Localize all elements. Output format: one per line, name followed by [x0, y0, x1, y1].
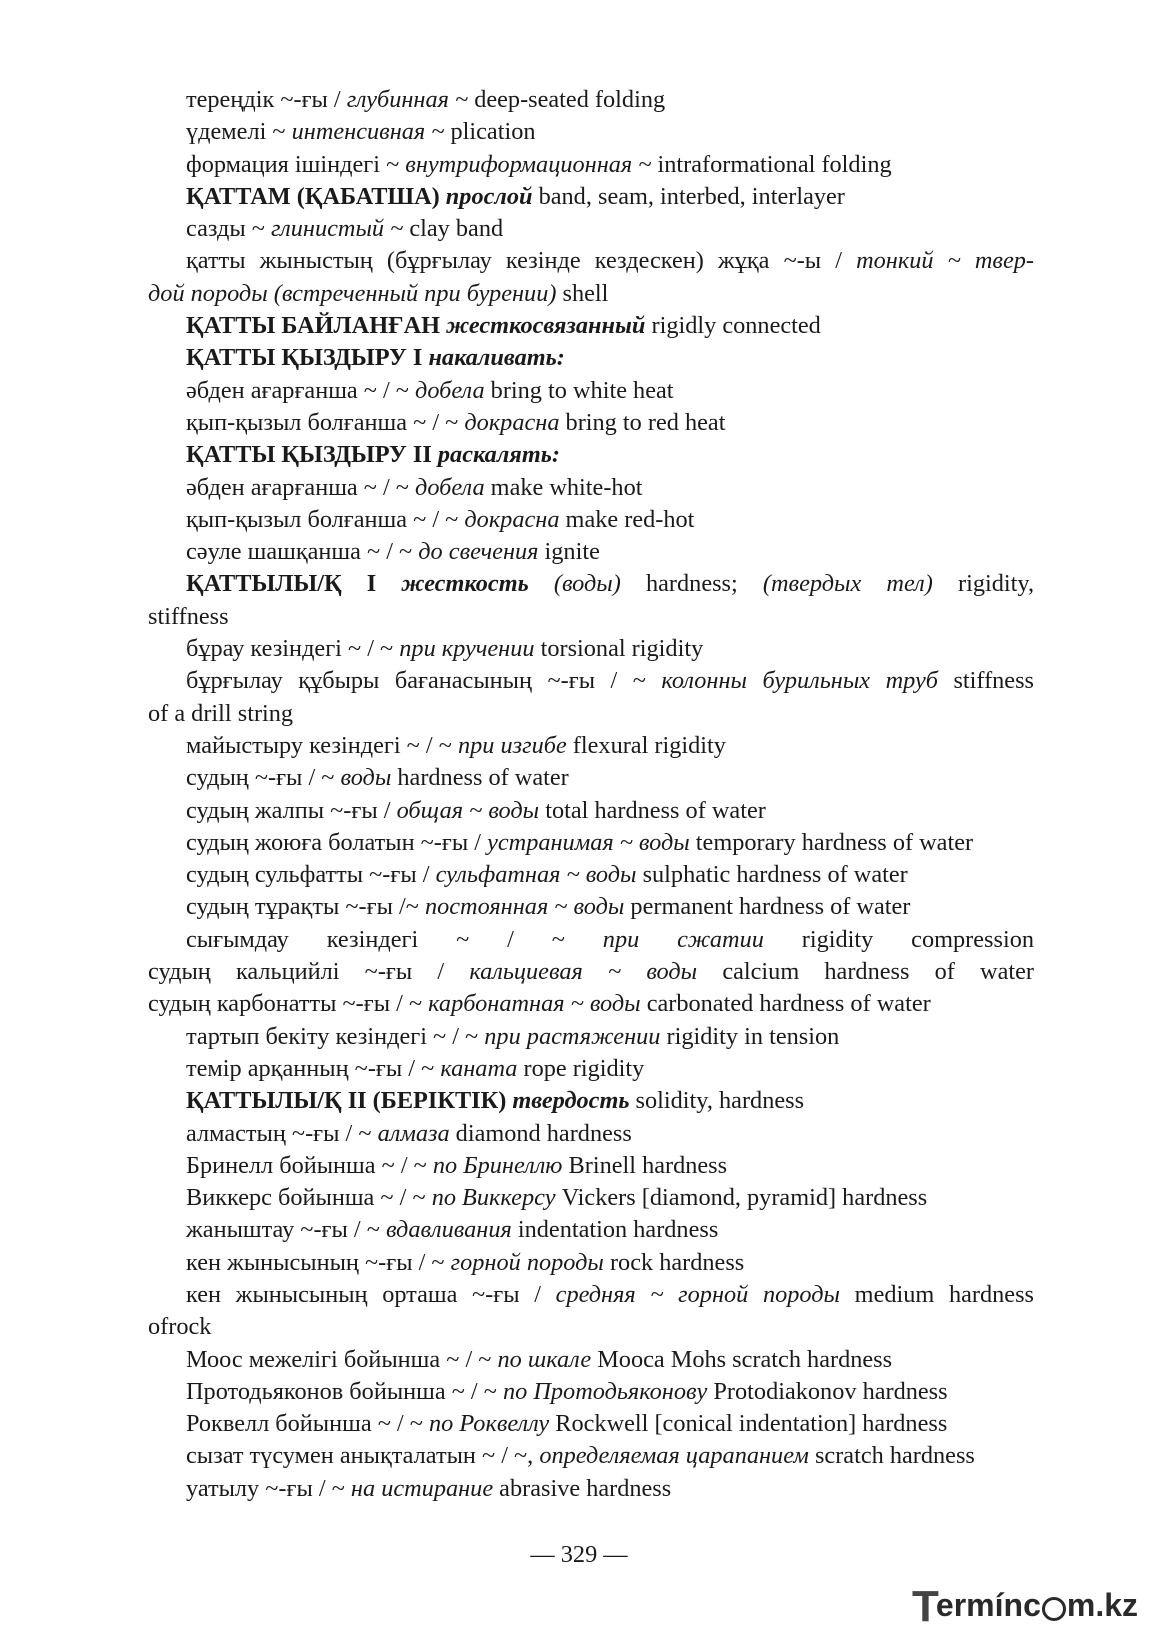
text-segment: на истирание — [350, 1474, 494, 1502]
text-segment: накаливать: — [428, 344, 565, 372]
text-segment: по Бринеллю — [432, 1151, 563, 1179]
text-segment: жаныштау ~-ғы / ~ — [186, 1216, 386, 1244]
text-segment: permanent hardness of water — [624, 893, 911, 921]
dictionary-line — [148, 1053, 1034, 1085]
logo-ring-icon — [1042, 1597, 1066, 1621]
termincom-logo — [912, 1582, 1138, 1631]
text-segment: ҚАТТЫ ҚЫЗДЫРУ І — [186, 344, 429, 372]
text-segment: rigidity, — [932, 570, 1035, 598]
text-segment: rigidly connected — [645, 312, 821, 340]
dictionary-line — [148, 1408, 1034, 1440]
text-segment: темір арқанның ~-ғы / ~ — [186, 1054, 441, 1082]
text-segment: bring to white heat — [484, 376, 674, 404]
dictionary-line — [148, 568, 1034, 600]
logo-text-after: m.kz — [1066, 1586, 1138, 1623]
text-segment: Brinell hardness — [562, 1151, 728, 1179]
text-segment: сәуле шашқанша ~ / ~ — [186, 538, 419, 566]
text-segment: докрасна — [464, 505, 560, 533]
text-segment: горной породы — [450, 1248, 604, 1276]
text-segment: сызат түсумен анықталатын ~ / ~, — [186, 1442, 540, 1470]
text-segment: алмаза — [377, 1119, 450, 1147]
text-segment: кальциевая ~ воды — [469, 958, 698, 986]
text-segment: при кручении — [399, 635, 535, 663]
text-segment: воды — [340, 764, 392, 792]
text-segment: судың тұрақты ~-ғы /~ — [186, 893, 425, 921]
text-segment: средняя ~ горной породы — [555, 1280, 840, 1308]
text-segment: Бринелл бойынша ~ / ~ — [186, 1151, 433, 1179]
dictionary-line — [148, 891, 1034, 923]
text-segment: майыстыру кезіндегі ~ / ~ — [186, 731, 458, 759]
dictionary-line — [148, 536, 1034, 568]
text-segment: plication — [444, 118, 536, 146]
text-segment: Протодьяконов бойынша ~ / ~ — [186, 1377, 503, 1405]
text-segment: torsional rigidity — [534, 635, 704, 663]
text-segment: shell — [556, 279, 609, 307]
text-segment: глубинная ~ — [346, 86, 469, 113]
text-segment: rock hardness — [603, 1248, 745, 1276]
dictionary-line — [148, 795, 1034, 827]
dictionary-line — [148, 698, 1034, 730]
text-segment: судың сульфатты ~-ғы / — [186, 861, 436, 889]
dictionary-line — [148, 956, 1034, 988]
dictionary-line — [148, 859, 1034, 891]
text-segment: кен жынысының ~-ғы / ~ — [186, 1248, 451, 1276]
text-segment: алмастың ~-ғы / ~ — [186, 1119, 378, 1147]
dictionary-line — [148, 827, 1034, 859]
text-segment: diamond hardness — [449, 1119, 632, 1147]
text-segment: уатылу ~-ғы / ~ — [186, 1474, 351, 1502]
dictionary-line — [148, 1182, 1034, 1214]
text-segment: судың карбонатты ~-ғы / ~ — [148, 990, 429, 1018]
text-segment: тартып бекіту кезіндегі ~ / ~ — [186, 1022, 485, 1050]
text-segment: solidity, hardness — [629, 1087, 805, 1115]
dictionary-line — [148, 278, 1034, 310]
text-segment: әбден ағарғанша ~ / ~ — [186, 473, 416, 501]
dictionary-line — [148, 310, 1034, 342]
text-segment: (воды) — [553, 570, 621, 598]
text-segment: судың кальцийлі ~-ғы / — [148, 958, 470, 986]
text-segment: clay band — [403, 215, 504, 243]
text-segment: band, seam, interbed, interlayer — [532, 182, 845, 210]
text-segment: по Роквеллу — [428, 1410, 550, 1438]
dictionary-line — [148, 1279, 1034, 1311]
text-segment: по Виккерсу — [431, 1184, 556, 1212]
dictionary-line — [148, 633, 1034, 665]
dictionary-line — [148, 1440, 1034, 1472]
text-segment: докрасна — [464, 408, 560, 436]
text-segment: при растяжении — [484, 1022, 661, 1050]
text-segment: Rockwell [conical indentation] hardness — [549, 1410, 948, 1438]
text-segment: сульфатная ~ воды — [435, 861, 637, 889]
text-segment: stiffness — [148, 602, 229, 630]
text-segment: внутриформационная ~ — [405, 150, 652, 178]
text-segment: каната — [440, 1054, 518, 1082]
text-segment: of a drill string — [148, 699, 294, 727]
text-segment: flexural rigidity — [566, 731, 726, 759]
dictionary-line — [148, 924, 1034, 956]
text-segment: bring to red heat — [559, 408, 726, 436]
text-segment: deep-seated folding — [468, 86, 666, 113]
text-segment: формация ішіндегі ~ — [186, 150, 406, 178]
text-segment: раскалять: — [437, 441, 560, 469]
text-segment: по Протодьяконову — [502, 1377, 708, 1405]
text-segment: әбден ағарғанша ~ / ~ — [186, 376, 416, 404]
text-segment: ҚАТТЫЛЫ/Қ ІІ (БЕРІКТІК) — [186, 1087, 513, 1115]
text-segment: temporary hardness of water — [689, 828, 974, 856]
text-segment: hardness of water — [391, 764, 569, 792]
text-segment: calcium hardness of water — [697, 958, 1034, 986]
text-segment: ignite — [538, 538, 600, 566]
text-segment: вдавливания — [385, 1216, 512, 1244]
text-segment: қатты жыныстың (бұрғылау кезінде кездескен) жұқа ~-ы / — [186, 247, 857, 275]
text-segment: тонкий ~ твер- — [856, 247, 1035, 275]
text-segment: жесткость — [401, 570, 529, 598]
logo-letter-t: T — [912, 1582, 939, 1631]
text-segment: жесткосвязанный — [446, 312, 646, 340]
dictionary-line — [148, 1344, 1034, 1376]
text-segment: глинистый ~ — [271, 215, 404, 243]
text-segment — [529, 570, 554, 597]
text-segment: rope rigidity — [517, 1054, 645, 1082]
text-segment: бұрау кезіндегі ~ / ~ — [186, 635, 400, 663]
text-segment: добела — [415, 376, 485, 404]
text-segment: добела — [415, 473, 485, 501]
dictionary-line — [148, 1085, 1034, 1117]
dictionary-line — [148, 762, 1034, 794]
dictionary-page-body — [148, 84, 1034, 1505]
dictionary-line — [148, 601, 1034, 633]
text-segment: total hardness of water — [539, 796, 766, 824]
text-segment: abrasive hardness — [493, 1474, 672, 1502]
text-segment: ofrock — [148, 1313, 212, 1341]
text-segment: сығымдау кезіндегі ~ / ~ — [186, 925, 603, 953]
dictionary-line — [148, 84, 1034, 116]
dictionary-line — [148, 407, 1034, 439]
dictionary-line — [148, 730, 1034, 762]
dictionary-line — [148, 988, 1034, 1020]
dictionary-line — [148, 1311, 1034, 1343]
text-segment: scratch hardness — [808, 1442, 975, 1470]
text-segment: при изгибе — [457, 731, 567, 759]
text-segment: прослой — [445, 182, 533, 210]
text-segment: Protodiakonov hardness — [707, 1377, 948, 1405]
dictionary-line — [148, 1021, 1034, 1053]
text-segment: карбонатная ~ воды — [428, 990, 641, 1018]
text-segment: общая ~ воды — [396, 796, 540, 824]
dictionary-line — [148, 213, 1034, 245]
text-segment: intraformational folding — [651, 150, 892, 178]
text-segment: carbonated hardness of water — [640, 990, 931, 1018]
dictionary-line — [148, 1214, 1034, 1246]
text-segment: кен жынысының орташа ~-ғы / — [186, 1280, 556, 1308]
text-segment: тереңдік ~-ғы / — [186, 86, 347, 113]
dictionary-line — [148, 1247, 1034, 1279]
text-segment: интенсивная ~ — [291, 118, 445, 146]
text-segment: бұрғылау құбыры бағанасының ~-ғы / ~ — [186, 667, 662, 695]
dictionary-line — [148, 181, 1034, 213]
text-segment: Mooca Mohs scratch hardness — [591, 1345, 893, 1373]
text-segment: колонны бурильных труб — [661, 667, 938, 695]
text-segment: stiffness — [937, 667, 1035, 695]
text-segment: ҚАТТЫЛЫ/Қ І — [186, 570, 402, 598]
text-segment: определяемая царапанием — [539, 1442, 809, 1470]
logo-text-before: ermínc — [935, 1586, 1041, 1623]
dictionary-line — [148, 504, 1034, 536]
text-segment: (твердых тел) — [762, 570, 933, 598]
text-segment: судың ~-ғы / ~ — [186, 764, 341, 792]
text-segment: make red-hot — [559, 505, 695, 533]
text-segment: по шкале — [497, 1345, 592, 1373]
text-segment: sulphatic hardness of water — [636, 861, 908, 889]
text-segment: твердость — [512, 1087, 630, 1115]
text-segment: устранимая ~ воды — [487, 828, 690, 856]
text-segment: үдемелі ~ — [186, 118, 292, 146]
text-segment: до свечения — [418, 538, 539, 566]
text-segment: дой породы (встреченный при бурении) — [148, 279, 557, 307]
text-segment: indentation hardness — [511, 1216, 719, 1244]
dictionary-line — [148, 116, 1034, 148]
text-segment: судың жоюға болатын ~-ғы / — [186, 828, 488, 856]
text-segment: при сжатии — [602, 925, 764, 953]
dictionary-line — [148, 439, 1034, 471]
text-segment: hardness; — [620, 570, 763, 598]
text-segment: судың жалпы ~-ғы / — [186, 796, 397, 824]
text-segment: ҚАТТЫ БАЙЛАНҒАН — [186, 312, 447, 340]
text-segment: қып-қызыл болғанша ~ / ~ — [186, 505, 465, 533]
text-segment: Роквелл бойынша ~ / ~ — [186, 1410, 429, 1438]
text-segment: ҚАТТАМ (ҚАБАТША) — [186, 182, 446, 210]
page-number: — 329 — — [530, 1541, 628, 1568]
text-segment: ҚАТТЫ ҚЫЗДЫРУ ІІ — [186, 441, 438, 469]
text-segment: Vickers [diamond, pyramid] hardness — [555, 1184, 928, 1212]
text-segment: сазды ~ — [186, 215, 272, 243]
dictionary-line — [148, 245, 1034, 277]
dictionary-line — [148, 375, 1034, 407]
text-segment: Моос межелігі бойынша ~ / ~ — [186, 1345, 498, 1373]
dictionary-line — [148, 1376, 1034, 1408]
text-segment: rigidity in tension — [660, 1022, 840, 1050]
text-segment: Виккерс бойынша ~ / ~ — [186, 1184, 432, 1212]
text-segment: постоянная ~ воды — [424, 893, 625, 921]
dictionary-line — [148, 149, 1034, 181]
dictionary-line — [148, 1150, 1034, 1182]
dictionary-line — [148, 1118, 1034, 1150]
text-segment: қып-қызыл болғанша ~ / ~ — [186, 408, 465, 436]
dictionary-line — [148, 342, 1034, 374]
text-segment: rigidity compression — [763, 925, 1034, 953]
text-segment: make white-hot — [484, 473, 643, 501]
dictionary-line — [148, 472, 1034, 504]
dictionary-line — [148, 1473, 1034, 1505]
text-segment: medium hardness — [840, 1280, 1034, 1308]
dictionary-line — [148, 665, 1034, 697]
